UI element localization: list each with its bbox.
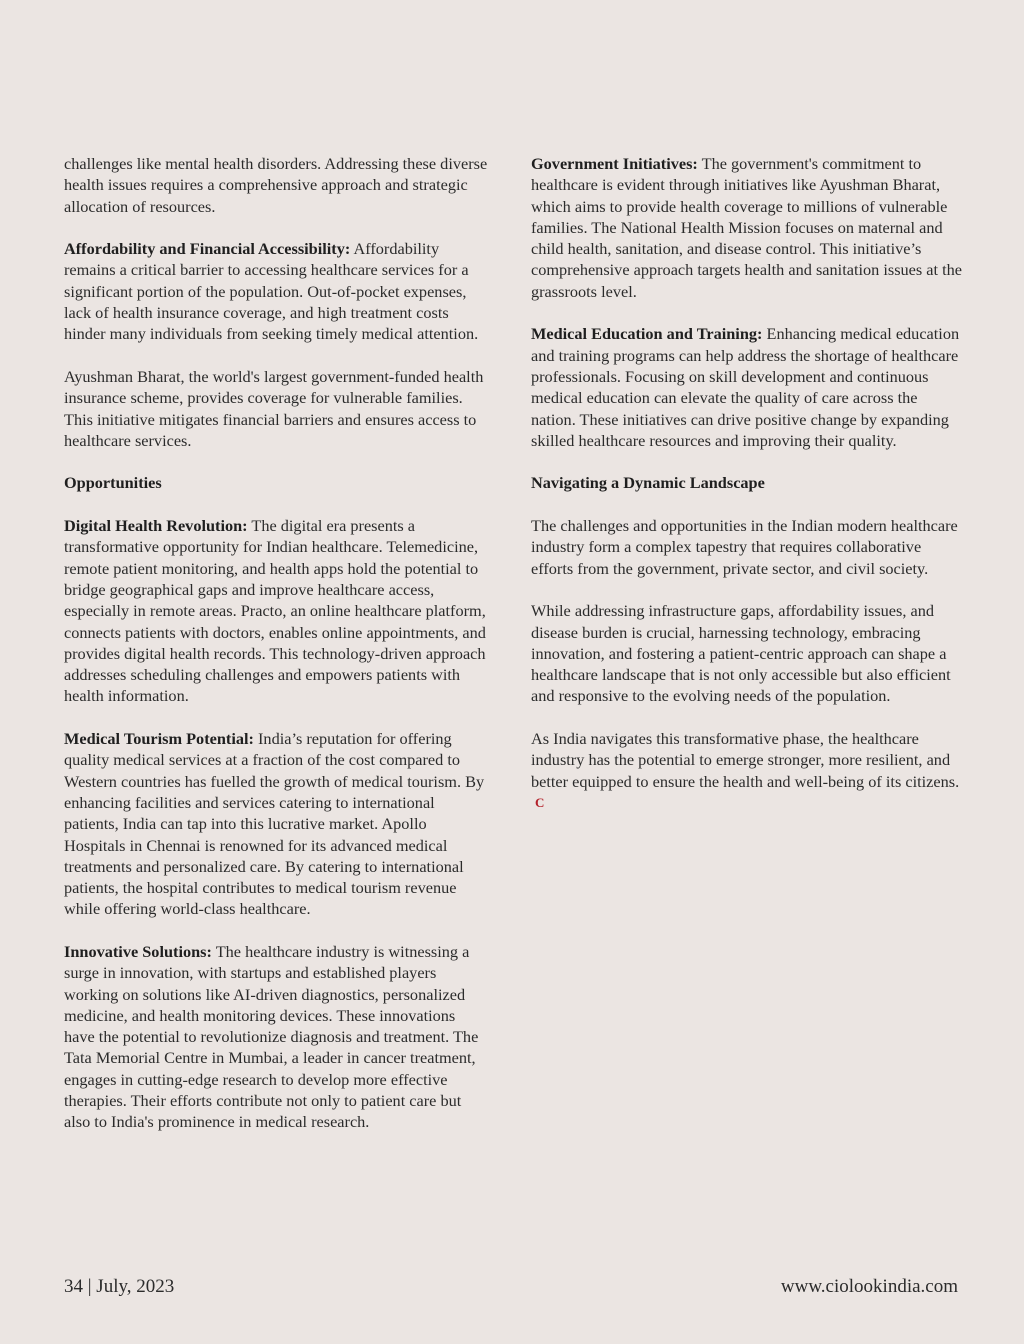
left-column [64,153,490,1154]
end-mark-icon: C [535,794,545,810]
education-text: Enhancing medical education and training programs can help address the shortage of healthcare professionals. Focusing on skill development and continuous medical education can elevate the quality of care across the nation. These initiatives can drive positive change by expanding skilled healthcare resources and improving their quality. [531,324,960,450]
conclusion-paragraph-3 [531,728,963,813]
tourism-title: Medical Tourism Potential: [64,729,254,749]
education-paragraph [531,323,963,451]
government-text: The government's commitment to healthcare is evident through initiatives like Ayushman Bharat, which aims to provide health coverage to millions of vulnerable families. The National Health Mission focuses on maternal and child health, sanitation, and disease control. This initiative’s comprehensive approach targets health and sanitation issues at the grassroots level. [531,154,963,301]
conclusion-paragraph-1: The challenges and opportunities in the Indian modern healthcare industry form a complex tapestry that requires collaborative efforts from the government, private sector, and civil society. [531,516,958,578]
right-column [531,153,963,835]
navigating-heading: Navigating a Dynamic Landscape [531,473,765,493]
page-number-date: 34 | July, 2023 [64,1276,175,1297]
affordability-title: Affordability and Financial Accessibility: [64,239,351,259]
government-title: Government Initiatives: [531,154,698,173]
tourism-paragraph [64,728,490,920]
conclusion-paragraph-3-text: As India navigates this transformative phase, the healthcare industry has the potential to emerge stronger, more resilient, and better equipped to ensure the health and well-being of its citizens. [531,729,960,791]
digital-title: Digital Health Revolution: [64,516,248,536]
government-paragraph [531,153,963,302]
digital-text: The digital era presents a transformative opportunity for Indian healthcare. Telemedicine, remote patient monitoring, and health apps hold the potential to bridge geographical gaps and improve healthcare access, especially in remote areas. Practo, an online healthcare platform, connects patients with doctors, enables online appointments, and provides digital health records. This technology-driven approach addresses scheduling challenges and empowers patients with health information. [64,516,486,706]
affordability-paragraph [64,238,490,344]
opportunities-heading: Opportunities [64,473,162,493]
tourism-text: India’s reputation for offering quality medical services at a fraction of the cost compared to Western countries has fuelled the growth of medical tourism. By enhancing facilities and services catering to international patients, India can tap into this lucrative market. Apollo Hospitals in Chennai is renowned for its advanced medical treatments and personalized care. By catering to international patients, the hospital contributes to medical tourism revenue while offering world-class healthcare. [64,729,485,919]
affordability-text: Affordability remains a critical barrier to accessing healthcare services for a significant portion of the population. Out-of-pocket expenses, lack of health insurance coverage, and high treatment costs hinder many individuals from seeking timely medical attention. [64,239,479,344]
ayushman-paragraph: Ayushman Bharat, the world's largest government-funded health insurance scheme, provides coverage for vulnerable families. This initiative mitigates financial barriers and ensures access to healthcare services. [64,366,484,450]
innovative-text: The healthcare industry is witnessing a surge in innovation, with startups and established players working on solutions like AI-driven diagnostics, personalized medicine, and health monitoring devices. These innovations have the potential to revolutionize diagnosis and treatment. The Tata Memorial Centre in Mumbai, a leader in cancer treatment, engages in cutting-edge research to develop more effective therapies. Their efforts contribute not only to patient care but also to India's prominence in medical research. [64,941,479,1132]
website-link[interactable]: www.ciolookindia.com [780,1276,958,1297]
innovative-paragraph [64,941,490,1133]
innovative-title: Innovative Solutions: [64,941,212,961]
education-title: Medical Education and Training: [531,324,763,344]
digital-paragraph [64,515,490,707]
intro-paragraph: challenges like mental health disorders. Addressing these diverse health issues requires a comprehensive approach and strategic allocation of resources. [64,154,488,216]
conclusion-paragraph-2: While addressing infrastructure gaps, affordability issues, and disease burden is crucial, harnessing technology, embracing innovation, and fostering a patient-centric approach can shape a healthcare landscape that is not only accessible but also efficient and responsive to the evolving needs of the population. [531,601,951,706]
